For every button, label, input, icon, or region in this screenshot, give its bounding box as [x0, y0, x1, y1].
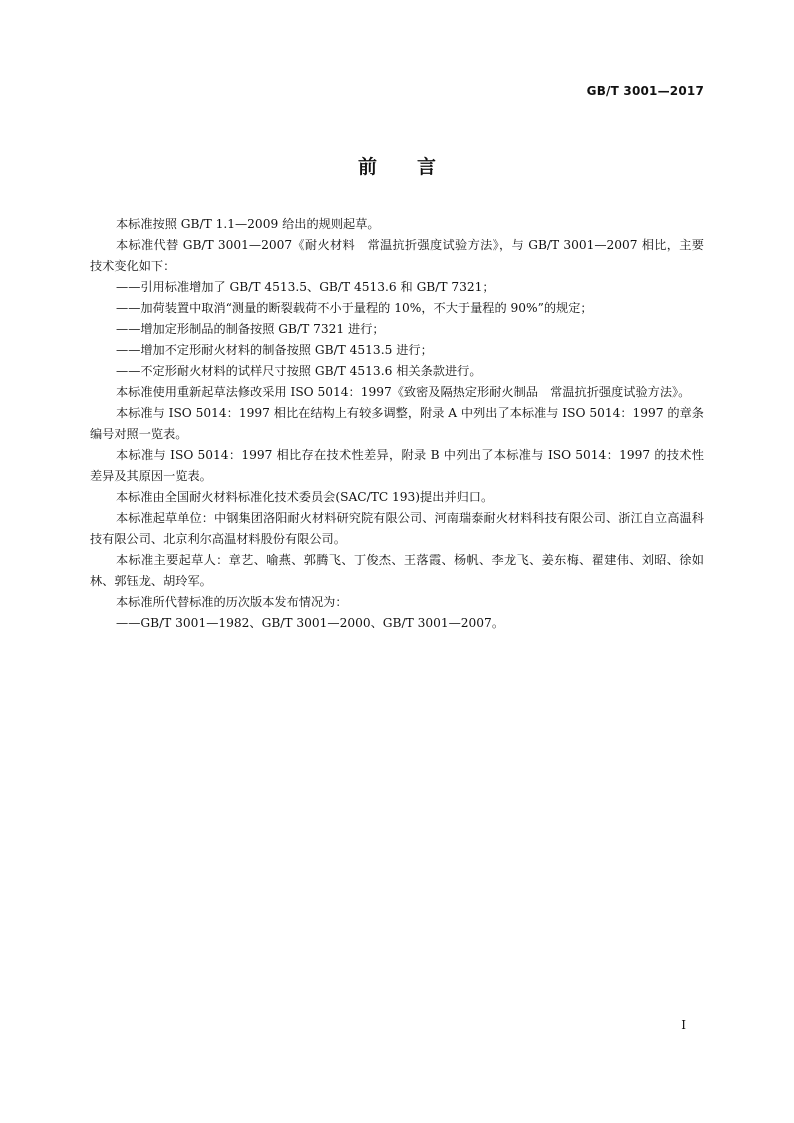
change-item: ——增加定形制品的制备按照 GB/T 7321 进行；	[116, 322, 385, 336]
paragraph-history-intro: 本标准所代替标准的历次版本发布情况为：	[116, 595, 348, 609]
page-number: I	[681, 1018, 686, 1032]
history-item: ——GB/T 3001—1982、GB/T 3001—2000、GB/T 3001—2007。	[116, 616, 505, 630]
title-part-2: 言	[417, 156, 437, 178]
paragraph-drafting-units: 本标准起草单位：中钢集团洛阳耐火材料研究院有限公司、河南瑞泰耐火材料科技有限公司、浙江自立高温科技有限公司、北京利尔高温材料股份有限公司。	[90, 511, 704, 546]
page-title	[0, 152, 794, 179]
change-item: ——不定形耐火材料的试样尺寸按照 GB/T 4513.6 相关条款进行。	[116, 364, 482, 378]
paragraph-replaces: 本标准代替 GB/T 3001—2007《耐火材料 常温抗折强度试验方法》，与 GB/T 3001—2007 相比，主要技术变化如下：	[90, 238, 704, 273]
paragraph-annex-a: 本标准与 ISO 5014：1997 相比在结构上有较多调整，附录 A 中列出了本标准与 ISO 5014：1997 的章条编号对照一览表。	[90, 406, 704, 441]
paragraph-committee: 本标准由全国耐火材料标准化技术委员会(SAC/TC 193)提出并归口。	[116, 490, 494, 504]
paragraph-annex-b: 本标准与 ISO 5014：1997 相比存在技术性差异，附录 B 中列出了本标准与 ISO 5014：1997 的技术性差异及其原因一览表。	[90, 448, 704, 483]
title-part-1: 前	[357, 156, 377, 178]
paragraph-drafters: 本标准主要起草人：章艺、喻燕、郭腾飞、丁俊杰、王落霞、杨帆、李龙飞、姜东梅、翟建伟、刘昭、徐如林、郭钰龙、胡玲军。	[90, 553, 704, 588]
foreword-body	[90, 214, 704, 634]
paragraph-iso-adoption: 本标准使用重新起草法修改采用 ISO 5014：1997《致密及隔热定形耐火制品 常温抗折强度试验方法》。	[116, 385, 691, 399]
change-item: ——引用标准增加了 GB/T 4513.5、GB/T 4513.6 和 GB/T 7321；	[116, 280, 495, 294]
change-item: ——加荷装置中取消“测量的断裂载荷不小于量程的 10%，不大于量程的 90%”的规定；	[116, 301, 593, 315]
change-item: ——增加不定形耐火材料的制备按照 GB/T 4513.5 进行；	[116, 343, 433, 357]
paragraph-drafting-rules: 本标准按照 GB/T 1.1—2009 给出的规则起草。	[116, 217, 380, 231]
standard-code: GB/T 3001—2017	[586, 84, 704, 98]
